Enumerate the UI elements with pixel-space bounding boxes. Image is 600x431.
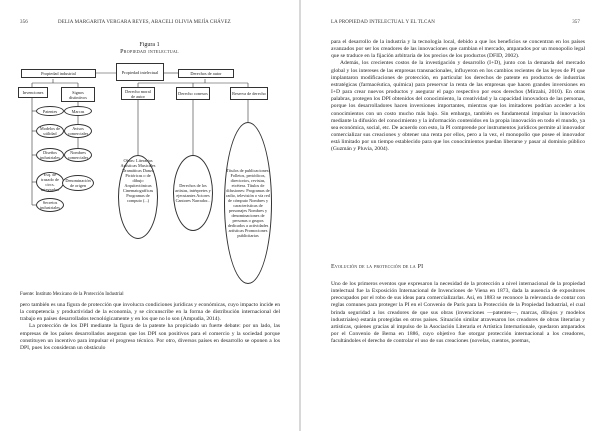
- trade-names-node: Nombres comerciales: [64, 148, 92, 162]
- moral-right-node: Derecho moral de autor: [121, 87, 155, 100]
- patents-node: Patentes: [36, 106, 64, 116]
- section-heading: Evolución de la protección de la PI: [331, 264, 424, 270]
- right-paragraph-1: para el desarrollo de la industria y la tecnología local, debido a que los beneficios se concentran en los países avanzados por ser los creadores de las innovaciones que cambian el mercado, amparados por un monopolio legal que se traduce en la fijación arbitraria de los precios de los productos (DFID, 2002).: [331, 39, 585, 60]
- performers-node: Derechos de los artistas, intérpretes y ejecutantes Actores Cantores Narrador...: [173, 155, 213, 231]
- left-page: [0, 0, 299, 431]
- distinctive-signs-node: Signos distintivos: [61, 87, 95, 102]
- utility-models-node: Modelos de utilidad: [36, 124, 64, 138]
- related-rights-node: Derecho conexos: [176, 87, 210, 100]
- works-node: Obras: Literarias Artísticas Musicales Dramáticas Danza Pictóricas o de dibujo Arquitectónicas Cinematográficas Programas de computo (...): [118, 155, 158, 239]
- left-paragraph-1: pero también es una figura de protección que involucra condiciones jurídicas y económicas, cuyo impacto incide en la competencia y productividad de la economía, y se circunscribe en la forma de distribución internacional del trabajo en países desarrollados tecnológicamente y en los que no lo son (Ampudia, 2014).: [20, 302, 280, 323]
- designation-of-origin-node: Denominación de origen: [62, 175, 94, 191]
- industrial-property-node: Propiedad industrial: [21, 69, 96, 78]
- right-body-text: [331, 39, 585, 154]
- right-body-text-2: [331, 281, 585, 345]
- left-running-head: DELIA MARGARITA VERGARA REYES, ABACELI OLIVIA MEJÍA CHÁVEZ: [58, 20, 231, 25]
- right-running-head: LA PROPIEDAD INTELECTUAL Y EL TLCAN: [331, 20, 435, 25]
- publication-titles-node: Títulos de publicaciones: Folletos, periódicos, directorios, revistas, etcétera. Títulos de difusiones: Programas de radio, televisión o vía red de cómputo Nombres y características de personajes Nombres y denominaciones de personas o grupos dedicados a actividades artísticas Promociones publicitarias: [224, 122, 272, 284]
- integrated-circuits-node: Esq. de trazado de circs. integrados: [36, 172, 64, 192]
- copyright-node: Derechos de autor: [178, 69, 234, 78]
- left-paragraph-2: La protección de los DPI mediante la figura de la patente ha propiciado un fuerte debate: por un lado, las empresas de los países desarrollados aseguran que los DPI son positivos para el comercio y la sociedad porque constituyen un incentivo para impulsar el progreso técnico. Por otro, diversos países en desarrollo se oponen a los DPI, pues los consideran un obstáculo: [20, 323, 280, 351]
- right-page: [301, 0, 600, 431]
- inventions-node: Invenciones: [18, 87, 48, 98]
- right-paragraph-3: Uno de los primeros eventos que expresaron la necesidad de la protección a nivel internacional de la propiedad intelectual fue la Exposición Internacional de Invenciones de Viena en 1873, dada la ausencia de expositores preocupados por el robo de sus ideas para comercializarlas. Así, en 1883 se reconoce la relevancia de contar con reglas comunes para proteger la PI en el Convenio de París para la Protección de la Propiedad Industrial, el cual brinda seguridad a los creadores de que sus obras (invenciones —patentes—, marcas, dibujos y modelos industriales) estarán protegidas en otros países. Situación similar atravesaron los creadores de obras literarias y artísticas, quienes gracias al impulso de la Asociación Literaria et Artística Internationale, quedaron amparados por el Convenio de Berna en 1886, cuyo objetivo fue otorgar protección internacional a los creadores, facultándoles el derecho de controlar el uso de sus creaciones (novelas, cuentos, poemas,: [331, 281, 585, 345]
- left-body-text: [20, 302, 280, 352]
- trade-secrets-node: Secretos industriales: [36, 198, 64, 212]
- figure-number: Figura 1: [139, 42, 160, 48]
- industrial-designs-node: Diseños industriales: [36, 148, 64, 162]
- commercial-notices-node: Avisos comerciales: [64, 124, 92, 138]
- reserve-rights-node: Reserva de derecho: [230, 87, 268, 100]
- figure-title: Propiedad intelectual: [120, 49, 179, 55]
- intellectual-property-node: Propiedad intelectual: [116, 63, 164, 81]
- intellectual-property-diagram: [18, 58, 280, 288]
- trademarks-node: Marcas: [64, 106, 92, 116]
- left-page-number: 356: [20, 20, 28, 25]
- right-paragraph-2: Además, los crecientes costos de la investigación y desarrollo (I+D), junto con la demanda del mercado global y los intereses de las empresas transnacionales, influyeron en los cambios recientes de las leyes de PI que implantaron modificaciones de protección, en particular los derechos de patente en productos de industrias estratégicas (farmacéutica, química) para preservar la renta de las empresas que hacen grandes inversiones en I+D para crear nuevos productos y asegurar el pago respectivo por esos derechos (Mirzahi, 2010). En otras palabras, protegen los DPI obtenidos del conocimiento, la creatividad y la capacidad innovadora de las personas, porque los desarrolladores hacen inversiones importantes, mientras que los imitadores podrían acceder a los conocimientos con un costo mucho más bajo. Sin embargo, también es fundamental impulsar la innovación mediante la difusión del conocimiento y la información contenidos en la propia innovación en todo el mundo, ya sea económica, social, etc. De acuerdo con esto, la PI comprende por instrumentos jurídicos permite al innovador comercializar sus creaciones y obtener una renta por ellos, pero a la vez, el monopolio que posee el innovador está limitado por un tiempo establecido para que los conocimientos puedan liberarse y pasar al dominio público (Guzmán y Pluvia, 2004).: [331, 60, 585, 153]
- right-page-number: 357: [572, 20, 580, 25]
- figure-source: Fuente: Instituto Mexicano de la Protección Industrial: [20, 292, 124, 297]
